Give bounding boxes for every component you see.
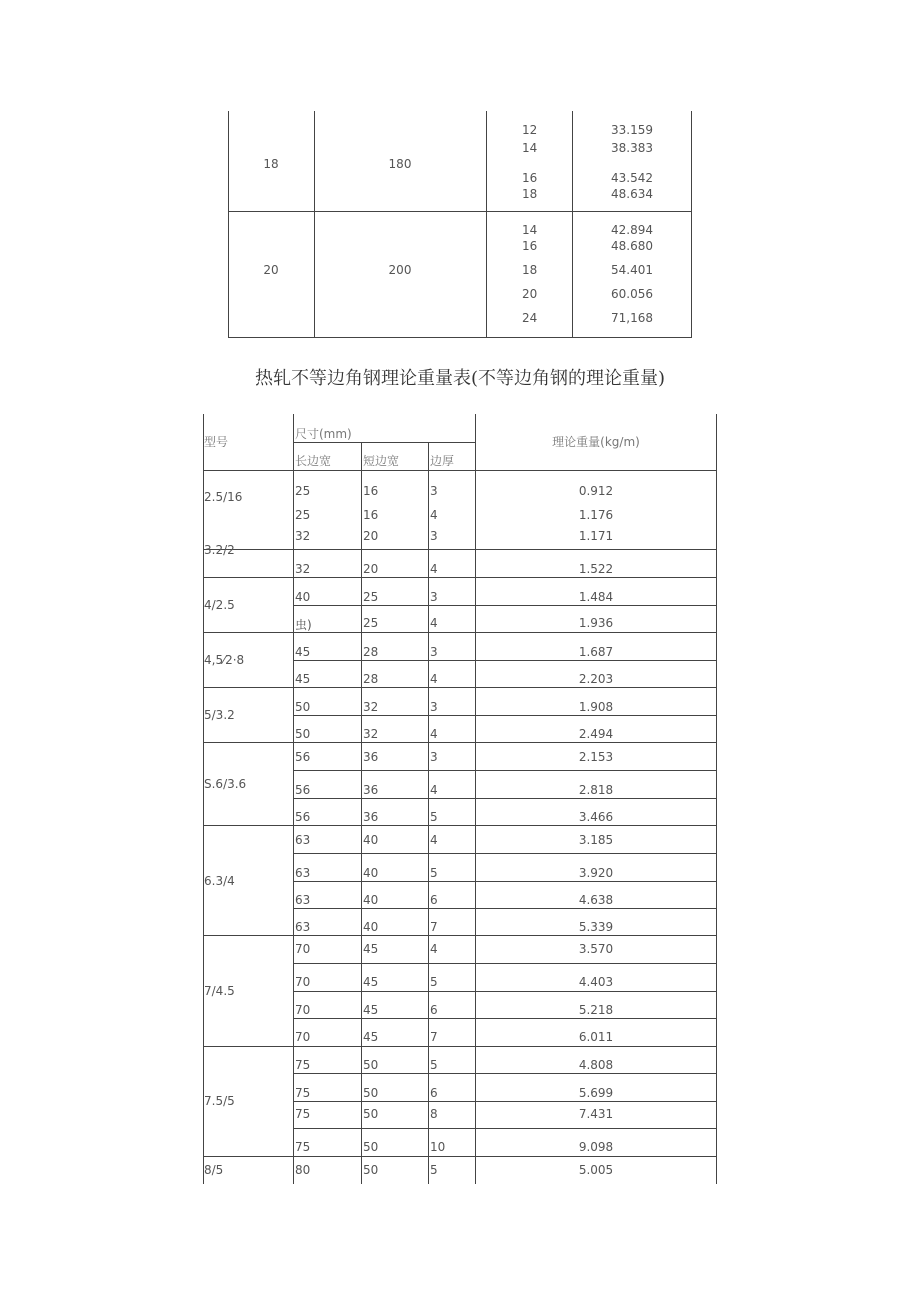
long-side-cell: 56	[295, 810, 311, 824]
thickness-cell: 5	[430, 866, 438, 880]
short-side-cell: 45	[363, 1030, 379, 1044]
weight-cell: 3.920	[578, 866, 614, 880]
header-model: 型号	[204, 435, 229, 449]
weight-cell: 3.185	[578, 833, 614, 847]
thickness-cell: 8	[430, 1107, 438, 1121]
table-rule	[293, 991, 717, 992]
weight-cell: 5.339	[578, 920, 614, 934]
long-side-cell: 32	[295, 529, 311, 543]
long-side-cell: 75	[295, 1086, 311, 1100]
short-side-cell: 36	[363, 783, 379, 797]
table-rule	[203, 577, 293, 578]
long-side-cell: 56	[295, 783, 311, 797]
header-short-side: 短边宽	[363, 454, 400, 468]
short-side-cell: 28	[363, 645, 379, 659]
thickness-cell: 4	[430, 783, 438, 797]
top-model-cell: 20	[263, 263, 279, 277]
top-weight-cell: 33.159	[611, 123, 653, 137]
thickness-cell: 5	[430, 1058, 438, 1072]
top-thickness-cell: 24	[522, 311, 538, 325]
short-side-cell: 32	[363, 727, 379, 741]
short-side-cell: 45	[363, 975, 379, 989]
short-side-cell: 50	[363, 1163, 379, 1177]
top-width-cell: 180	[388, 157, 412, 171]
thickness-cell: 10	[430, 1140, 446, 1154]
weight-cell: 1.171	[578, 529, 614, 543]
top-weight-cell: 48.680	[611, 239, 653, 253]
long-side-cell: 56	[295, 750, 311, 764]
table-rule	[293, 881, 717, 882]
thickness-cell: 4	[430, 562, 438, 576]
short-side-cell: 45	[363, 942, 379, 956]
long-side-cell: 70	[295, 975, 311, 989]
top-weight-cell: 42.894	[611, 223, 653, 237]
thickness-cell: 4	[430, 942, 438, 956]
thickness-cell: 5	[430, 810, 438, 824]
long-side-cell: 50	[295, 700, 311, 714]
thickness-cell: 4	[430, 727, 438, 741]
table-rule	[293, 935, 717, 936]
model-cell: 7/4.5	[204, 984, 235, 998]
table-rule	[293, 1128, 717, 1129]
header-long-side: 长边宽	[295, 454, 332, 468]
weight-cell: 2.153	[578, 750, 614, 764]
table-rule	[293, 1018, 717, 1019]
thickness-cell: 3	[430, 529, 438, 543]
section-title: 热轧不等边角钢理论重量表(不等边角钢的理论重量)	[254, 368, 666, 389]
short-side-cell: 25	[363, 616, 379, 630]
long-side-cell: 80	[295, 1163, 311, 1177]
table-rule	[293, 632, 717, 633]
table-rule	[293, 770, 717, 771]
top-weight-cell: 60.056	[611, 287, 653, 301]
weight-cell: 3.570	[578, 942, 614, 956]
top-model-cell: 18	[263, 157, 279, 171]
short-side-cell: 40	[363, 893, 379, 907]
table-rule	[293, 1073, 717, 1074]
thickness-cell: 4	[430, 616, 438, 630]
header-thickness: 边厚	[430, 454, 455, 468]
table-rule	[293, 1046, 717, 1047]
thickness-cell: 7	[430, 1030, 438, 1044]
table-rule	[203, 414, 204, 1184]
thickness-cell: 7	[430, 920, 438, 934]
top-weight-cell: 43.542	[611, 171, 653, 185]
short-side-cell: 20	[363, 562, 379, 576]
long-side-cell: 70	[295, 1030, 311, 1044]
weight-cell: 4.638	[578, 893, 614, 907]
model-cell: 5/3.2	[204, 708, 235, 722]
long-side-cell: 63	[295, 920, 311, 934]
weight-cell: 9.098	[578, 1140, 614, 1154]
table-rule	[293, 549, 717, 550]
short-side-cell: 28	[363, 672, 379, 686]
model-cell: 3.2/2	[204, 543, 235, 557]
weight-cell: 3.466	[578, 810, 614, 824]
table-rule	[293, 1156, 717, 1157]
model-cell: 6.3/4	[204, 874, 235, 888]
thickness-cell: 3	[430, 590, 438, 604]
short-side-cell: 40	[363, 866, 379, 880]
short-side-cell: 16	[363, 484, 379, 498]
weight-cell: 5.699	[578, 1086, 614, 1100]
top-weight-cell: 71,168	[611, 311, 653, 325]
model-cell: 4,5⁄2·8	[204, 653, 245, 667]
long-side-cell: 50	[295, 727, 311, 741]
top-thickness-cell: 14	[522, 223, 538, 237]
short-side-cell: 16	[363, 508, 379, 522]
model-cell: 7.5/5	[204, 1094, 235, 1108]
short-side-cell: 36	[363, 810, 379, 824]
thickness-cell: 3	[430, 484, 438, 498]
thickness-cell: 6	[430, 1003, 438, 1017]
weight-cell: 2.494	[578, 727, 614, 741]
model-cell: 8/5	[204, 1163, 224, 1177]
table-rule	[293, 798, 717, 799]
model-cell: 4/2.5	[204, 598, 235, 612]
short-side-cell: 25	[363, 590, 379, 604]
long-side-cell: 40	[295, 590, 311, 604]
thickness-cell: 3	[430, 700, 438, 714]
short-side-cell: 40	[363, 833, 379, 847]
weight-cell: 7.431	[578, 1107, 614, 1121]
thickness-cell: 5	[430, 1163, 438, 1177]
thickness-cell: 4	[430, 833, 438, 847]
table-rule	[293, 825, 717, 826]
top-weight-cell: 38.383	[611, 141, 653, 155]
model-cell: S.6/3.6	[204, 777, 247, 791]
table-rule	[203, 1046, 293, 1047]
short-side-cell: 40	[363, 920, 379, 934]
long-side-cell: 70	[295, 1003, 311, 1017]
top-weight-cell: 54.401	[611, 263, 653, 277]
table-rule	[716, 414, 717, 1184]
top-thickness-cell: 12	[522, 123, 538, 137]
top-thickness-cell: 18	[522, 263, 538, 277]
weight-cell: 1.687	[578, 645, 614, 659]
thickness-cell: 3	[430, 645, 438, 659]
thickness-cell: 6	[430, 1086, 438, 1100]
thickness-cell: 5	[430, 975, 438, 989]
top-thickness-cell: 14	[522, 141, 538, 155]
weight-cell: 5.005	[578, 1163, 614, 1177]
short-side-cell: 36	[363, 750, 379, 764]
long-side-cell: 70	[295, 942, 311, 956]
model-cell: 2.5/16	[204, 490, 243, 504]
long-side-cell: 45	[295, 672, 311, 686]
table-rule	[293, 742, 717, 743]
short-side-cell: 50	[363, 1086, 379, 1100]
long-side-cell: 63	[295, 866, 311, 880]
weight-cell: 2.203	[578, 672, 614, 686]
table-rule	[293, 963, 717, 964]
table-rule	[293, 687, 717, 688]
weight-cell: 1.176	[578, 508, 614, 522]
table-rule	[203, 470, 717, 471]
table-rule	[293, 1101, 717, 1102]
thickness-cell: 6	[430, 893, 438, 907]
top-thickness-cell: 16	[522, 239, 538, 253]
weight-cell: 0.912	[578, 484, 614, 498]
top-thickness-cell: 18	[522, 187, 538, 201]
thickness-cell: 3	[430, 750, 438, 764]
thickness-cell: 4	[430, 672, 438, 686]
weight-cell: 6.011	[578, 1030, 614, 1044]
table-rule	[293, 605, 717, 606]
short-side-cell: 45	[363, 1003, 379, 1017]
table-rule	[203, 825, 293, 826]
table-rule	[293, 853, 717, 854]
long-side-cell: 25	[295, 508, 311, 522]
top-thickness-cell: 16	[522, 171, 538, 185]
weight-cell: 4.808	[578, 1058, 614, 1072]
top-width-cell: 200	[388, 263, 412, 277]
long-side-cell: 虫)	[295, 618, 312, 632]
table-rule	[293, 660, 717, 661]
table-rule	[293, 715, 717, 716]
short-side-cell: 50	[363, 1107, 379, 1121]
weight-cell: 1.522	[578, 562, 614, 576]
weight-cell: 2.818	[578, 783, 614, 797]
long-side-cell: 63	[295, 833, 311, 847]
table-rule	[293, 908, 717, 909]
table-rule	[203, 687, 293, 688]
table-rule	[293, 577, 717, 578]
table-rule	[293, 414, 294, 1184]
long-side-cell: 25	[295, 484, 311, 498]
weight-cell: 1.936	[578, 616, 614, 630]
long-side-cell: 75	[295, 1107, 311, 1121]
weight-cell: 5.218	[578, 1003, 614, 1017]
header-size: 尺寸(mm)	[295, 427, 352, 441]
short-side-cell: 50	[363, 1058, 379, 1072]
weight-cell: 1.484	[578, 590, 614, 604]
weight-cell: 1.908	[578, 700, 614, 714]
top-weight-cell: 48.634	[611, 187, 653, 201]
table-rule	[203, 742, 293, 743]
thickness-cell: 4	[430, 508, 438, 522]
long-side-cell: 45	[295, 645, 311, 659]
short-side-cell: 32	[363, 700, 379, 714]
short-side-cell: 20	[363, 529, 379, 543]
long-side-cell: 32	[295, 562, 311, 576]
long-side-cell: 63	[295, 893, 311, 907]
header-weight: 理论重量(kg/m)	[552, 435, 640, 449]
table-rule	[203, 1156, 293, 1157]
table-rule	[203, 632, 293, 633]
table-rule	[203, 935, 293, 936]
weight-cell: 4.403	[578, 975, 614, 989]
long-side-cell: 75	[295, 1140, 311, 1154]
short-side-cell: 50	[363, 1140, 379, 1154]
table-rule	[293, 442, 475, 443]
long-side-cell: 75	[295, 1058, 311, 1072]
top-thickness-cell: 20	[522, 287, 538, 301]
